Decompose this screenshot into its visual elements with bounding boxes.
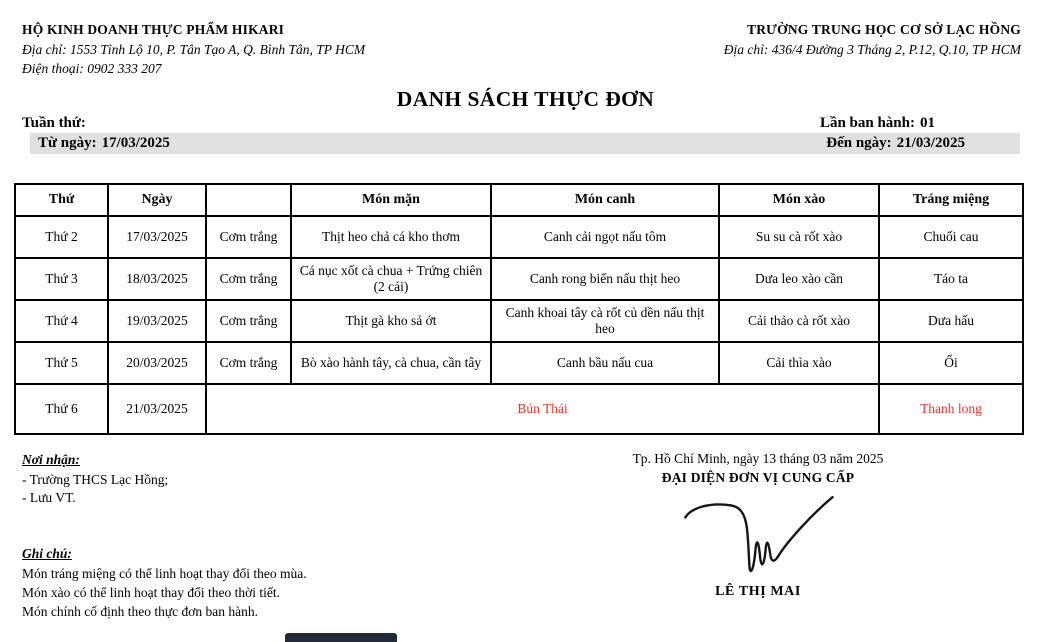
- note-item: Món chính cố định theo thực đơn ban hành.: [22, 603, 259, 619]
- signature-block: [608, 451, 908, 600]
- note-item: Món tráng miệng có thể linh hoạt thay đổi theo mùa.: [22, 566, 307, 582]
- document-header: [0, 0, 1051, 79]
- signature-scribble: [673, 488, 843, 580]
- stirfry-cell: Su su cà rốt xào: [719, 216, 879, 258]
- from-label: Từ ngày:: [38, 134, 97, 151]
- from-value: 17/03/2025: [101, 134, 170, 151]
- friday-dessert-cell: Thanh long: [879, 384, 1023, 434]
- school-name: TRƯỜNG TRUNG HỌC CƠ SỞ LẠC HỒNG: [747, 22, 1021, 37]
- recipients-label: Nơi nhận:: [22, 451, 80, 467]
- representative-title: ĐẠI DIỆN ĐƠN VỊ CUNG CẤP: [661, 469, 855, 485]
- date-cell: 19/03/2025: [108, 300, 206, 342]
- school-block: [724, 20, 1021, 79]
- friday-dish-cell: Bún Thái: [206, 384, 879, 434]
- to-label: Đến ngày:: [826, 134, 892, 151]
- school-address: Địa chỉ: 436/4 Đường 3 Tháng 2, P.12, Q.10, TP HCM: [723, 41, 1021, 57]
- to-date: [826, 135, 965, 152]
- rice-cell: Cơm trắng: [206, 300, 291, 342]
- savory-cell: Thịt gà kho sả ớt: [291, 300, 491, 342]
- from-date: [38, 135, 170, 152]
- supplier-block: [22, 20, 365, 79]
- issue-value: 01: [920, 114, 935, 131]
- header-cell-date: Ngày: [108, 184, 206, 216]
- savory-cell: Cá nục xốt cà chua + Trứng chiên (2 cái): [291, 258, 491, 300]
- rice-cell: Cơm trắng: [206, 342, 291, 384]
- info-row-dates: [30, 133, 1020, 154]
- day-cell: Thứ 5: [15, 342, 108, 384]
- dessert-cell: Chuối cau: [879, 216, 1023, 258]
- soup-cell: Canh cải ngọt nấu tôm: [491, 216, 719, 258]
- table-row: [15, 300, 1023, 342]
- week-label: Tuần thứ:: [22, 114, 86, 131]
- table-header-row: [15, 184, 1023, 216]
- rice-cell: Cơm trắng: [206, 216, 291, 258]
- day-cell: Thứ 3: [15, 258, 108, 300]
- date-cell: 21/03/2025: [108, 384, 206, 434]
- notes-section: [22, 545, 307, 622]
- info-row-week: [0, 115, 1051, 132]
- dessert-cell: Dưa hấu: [879, 300, 1023, 342]
- savory-cell: Bò xào hành tây, cà chua, cần tây: [291, 342, 491, 384]
- day-cell: Thứ 2: [15, 216, 108, 258]
- header-cell-rice: [206, 184, 291, 216]
- day-cell: Thứ 4: [15, 300, 108, 342]
- to-value: 21/03/2025: [896, 134, 965, 151]
- date-cell: 18/03/2025: [108, 258, 206, 300]
- issue-label: Lần ban hành:: [819, 114, 915, 131]
- supplier-address: Địa chỉ: 1553 Tỉnh Lộ 10, P. Tân Tạo A, Q. Bình Tân, TP HCM: [22, 41, 366, 57]
- dessert-cell: Ổi: [879, 342, 1023, 384]
- rice-cell: Cơm trắng: [206, 258, 291, 300]
- notes-label: Ghi chú:: [22, 545, 72, 561]
- supplier-name: HỘ KINH DOANH THỰC PHẨM HIKARI: [22, 22, 285, 37]
- header-cell-dessert: Tráng miệng: [879, 184, 1023, 216]
- date-cell: 20/03/2025: [108, 342, 206, 384]
- stirfry-cell: Cải thảo cà rốt xào: [719, 300, 879, 342]
- soup-cell: Canh khoai tây cà rốt củ dền nấu thịt heo: [491, 300, 719, 342]
- bottom-edge-bar: [285, 633, 397, 642]
- note-item: Món xào có thể linh hoạt thay đổi theo thời tiết.: [22, 584, 280, 600]
- place-date: Tp. Hồ Chí Minh, ngày 13 tháng 03 năm 2025: [632, 450, 884, 466]
- supplier-phone: Điện thoại: 0902 333 207: [22, 61, 162, 77]
- recipient-item: - Lưu VT.: [22, 490, 76, 506]
- stirfry-cell: Cải thìa xào: [719, 342, 879, 384]
- soup-cell: Canh bầu nấu cua: [491, 342, 719, 384]
- header-cell-soup: Món canh: [491, 184, 719, 216]
- savory-cell: Thịt heo chả cá kho thơm: [291, 216, 491, 258]
- signer-name: LÊ THỊ MAI: [715, 583, 801, 599]
- date-cell: 17/03/2025: [108, 216, 206, 258]
- soup-cell: Canh rong biển nấu thịt heo: [491, 258, 719, 300]
- header-cell-day: Thứ: [15, 184, 108, 216]
- table-row: [15, 216, 1023, 258]
- recipients-section: [22, 451, 168, 508]
- issue-number: [820, 115, 935, 132]
- table-row: [15, 342, 1023, 384]
- header-cell-savory: Món mặn: [291, 184, 491, 216]
- document-footer: [0, 435, 1051, 639]
- page-title: DANH SÁCH THỰC ĐƠN: [396, 86, 655, 111]
- dessert-cell: Táo ta: [879, 258, 1023, 300]
- table-row-friday: [15, 384, 1023, 434]
- signature: [608, 488, 908, 580]
- header-cell-stirfry: Món xào: [719, 184, 879, 216]
- table-row: [15, 258, 1023, 300]
- recipient-item: - Trường THCS Lạc Hồng;: [22, 471, 169, 487]
- day-cell: Thứ 6: [15, 384, 108, 434]
- stirfry-cell: Dưa leo xào cần: [719, 258, 879, 300]
- menu-table: [14, 183, 1024, 435]
